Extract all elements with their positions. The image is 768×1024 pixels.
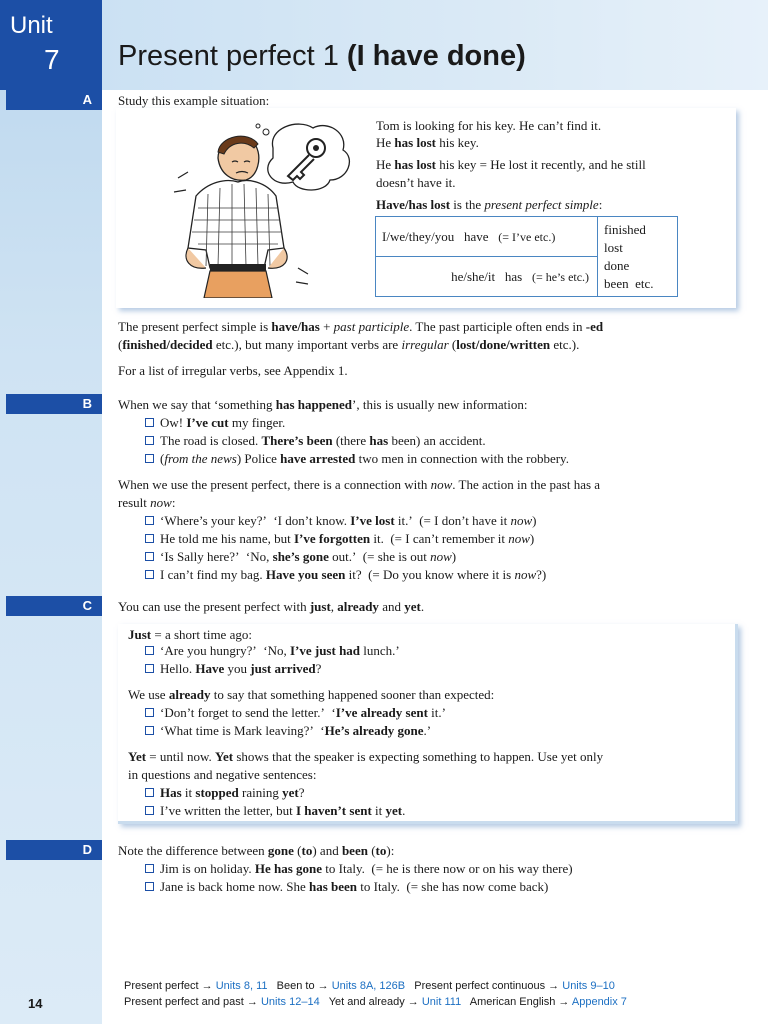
example-b1: Ow! I’ve cut my finger. <box>145 414 285 432</box>
footer-line-2 <box>124 996 627 1008</box>
section-a-para1-line2: (finished/decided etc.), but many important verbs are irregular (lost/done/written etc.). <box>118 337 580 352</box>
section-c-intro: You can use the present perfect with just, already and yet. <box>118 599 425 614</box>
xref-link[interactable]: Units 9–10 <box>562 980 615 992</box>
example-b7: I can’t find my bag. Have you seen it? (= Do you know where it is now?) <box>145 566 546 584</box>
bullet-icon <box>145 454 154 463</box>
xref-link[interactable]: Unit 111 <box>421 996 462 1008</box>
example-c3: ‘Don’t forget to send the letter.’ ‘I’ve already sent it.’ <box>145 704 446 722</box>
bullet-icon <box>145 726 154 735</box>
xref-label: Present perfect continuous → <box>414 980 560 992</box>
bullet-icon <box>145 516 154 525</box>
participle-finished: finished <box>604 221 646 237</box>
unit-badge <box>0 0 102 90</box>
example-b5: He told me his name, but I’ve forgotten it. (= I can’t remember it now) <box>145 530 534 548</box>
story-line-2: He has lost his key. <box>376 135 479 150</box>
bullet-icon <box>145 788 154 797</box>
just-heading: Just = a short time ago: <box>128 627 252 642</box>
bullet-icon <box>145 552 154 561</box>
section-tab-c: C <box>6 596 102 616</box>
bullet-icon <box>145 806 154 815</box>
man-lost-key-illustration <box>148 118 358 298</box>
xref-label: Yet and already → <box>328 996 419 1008</box>
page-number: 14 <box>28 996 43 1011</box>
story-line-1: Tom is looking for his key. He can’t find it. <box>376 118 602 133</box>
xref-link[interactable]: Units 8A, 126B <box>331 980 406 992</box>
title-main: Present perfect 1 <box>118 40 339 72</box>
story-line-5: Have/has lost is the present perfect simple: <box>376 197 603 212</box>
bullet-icon <box>145 864 154 873</box>
page-title <box>118 40 526 73</box>
story-line-4: doesn’t have it. <box>376 175 456 190</box>
xref-label: Present perfect and past → <box>124 996 258 1008</box>
section-b-para-line1: When we use the present perfect, there is a connection with now. The action in the past has a <box>118 477 601 492</box>
section-tab-d: D <box>6 840 102 860</box>
section-a-intro: Study this example situation: <box>118 93 270 108</box>
subject-plural: I/we/they/you <box>382 228 455 244</box>
example-c5: Has it stopped raining yet? <box>145 784 304 802</box>
participle-been: been etc. <box>604 275 654 291</box>
section-b-para-line2: result now: <box>118 495 176 510</box>
participle-lost: lost <box>604 239 623 255</box>
section-d-intro: Note the difference between gone (to) and been (to): <box>118 843 395 858</box>
xref-link[interactable]: Units 12–14 <box>260 996 320 1008</box>
section-b-intro: When we say that ‘something has happened’, this is usually new information: <box>118 397 528 412</box>
bullet-icon <box>145 664 154 673</box>
example-b4: ‘Where’s your key?’ ‘I don’t know. I’ve lost it.’ (= I don’t have it now) <box>145 512 536 530</box>
bullet-icon <box>145 534 154 543</box>
bullet-icon <box>145 708 154 717</box>
example-d1: Jim is on holiday. He has gone to Italy. (= he is there now or on his way there) <box>145 860 573 878</box>
aux-have: have <box>463 228 489 244</box>
title-paren: (I have done) <box>346 40 526 72</box>
example-c1: ‘Are you hungry?’ ‘No, I’ve just had lunch.’ <box>145 642 400 660</box>
section-tab-b: B <box>6 394 102 414</box>
xref-label: Been to → <box>276 980 329 992</box>
example-c2: Hello. Have you just arrived? <box>145 660 321 678</box>
section-a-para2: For a list of irregular verbs, see Appendix 1. <box>118 363 348 378</box>
short-has: (= he’s etc.) <box>531 269 590 284</box>
bullet-icon <box>145 882 154 891</box>
bullet-icon <box>145 570 154 579</box>
xref-link[interactable]: Appendix 7 <box>571 996 627 1008</box>
unit-number: 7 <box>44 44 60 75</box>
bullet-icon <box>145 436 154 445</box>
participle-done: done <box>604 257 630 273</box>
example-c6: I’ve written the letter, but I haven’t sent it yet. <box>145 802 405 820</box>
table-row-1 <box>376 217 598 257</box>
table-row-2 <box>376 257 598 297</box>
present-perfect-table <box>375 216 678 297</box>
example-b6: ‘Is Sally here?’ ‘No, she’s gone out.’ (= she is out now) <box>145 548 456 566</box>
example-b3: (from the news) Police have arrested two men in connection with the robbery. <box>145 450 569 468</box>
example-d2: Jane is back home now. She has been to Italy. (= she has now come back) <box>145 878 548 896</box>
story-line-3: He has lost his key = He lost it recently, and he still <box>376 157 646 172</box>
unit-word: Unit <box>10 12 53 39</box>
xref-label: American English → <box>469 996 570 1008</box>
aux-has: has <box>504 268 523 284</box>
participle-cell <box>598 217 678 297</box>
example-b2: The road is closed. There’s been (there has been) an accident. <box>145 432 486 450</box>
section-a-para1-line1: The present perfect simple is have/has + past participle. The past participle often ends in -ed <box>118 319 604 334</box>
example-c4: ‘What time is Mark leaving?’ ‘He’s already gone.’ <box>145 722 431 740</box>
bullet-icon <box>145 646 154 655</box>
already-heading: We use already to say that something happened sooner than expected: <box>128 687 495 702</box>
bullet-icon <box>145 418 154 427</box>
footer-line-1 <box>124 980 615 992</box>
xref-link[interactable]: Units 8, 11 <box>215 980 268 992</box>
yet-line-1: Yet = until now. Yet shows that the speaker is expecting something to happen. Use yet only <box>128 749 604 764</box>
subject-singular: he/she/it <box>451 268 496 284</box>
sidebar <box>0 0 102 1024</box>
xref-label: Present perfect → <box>124 980 213 992</box>
section-tab-a: A <box>6 90 102 110</box>
short-have: (= I’ve etc.) <box>498 229 556 244</box>
yet-line-2: in questions and negative sentences: <box>128 767 317 782</box>
